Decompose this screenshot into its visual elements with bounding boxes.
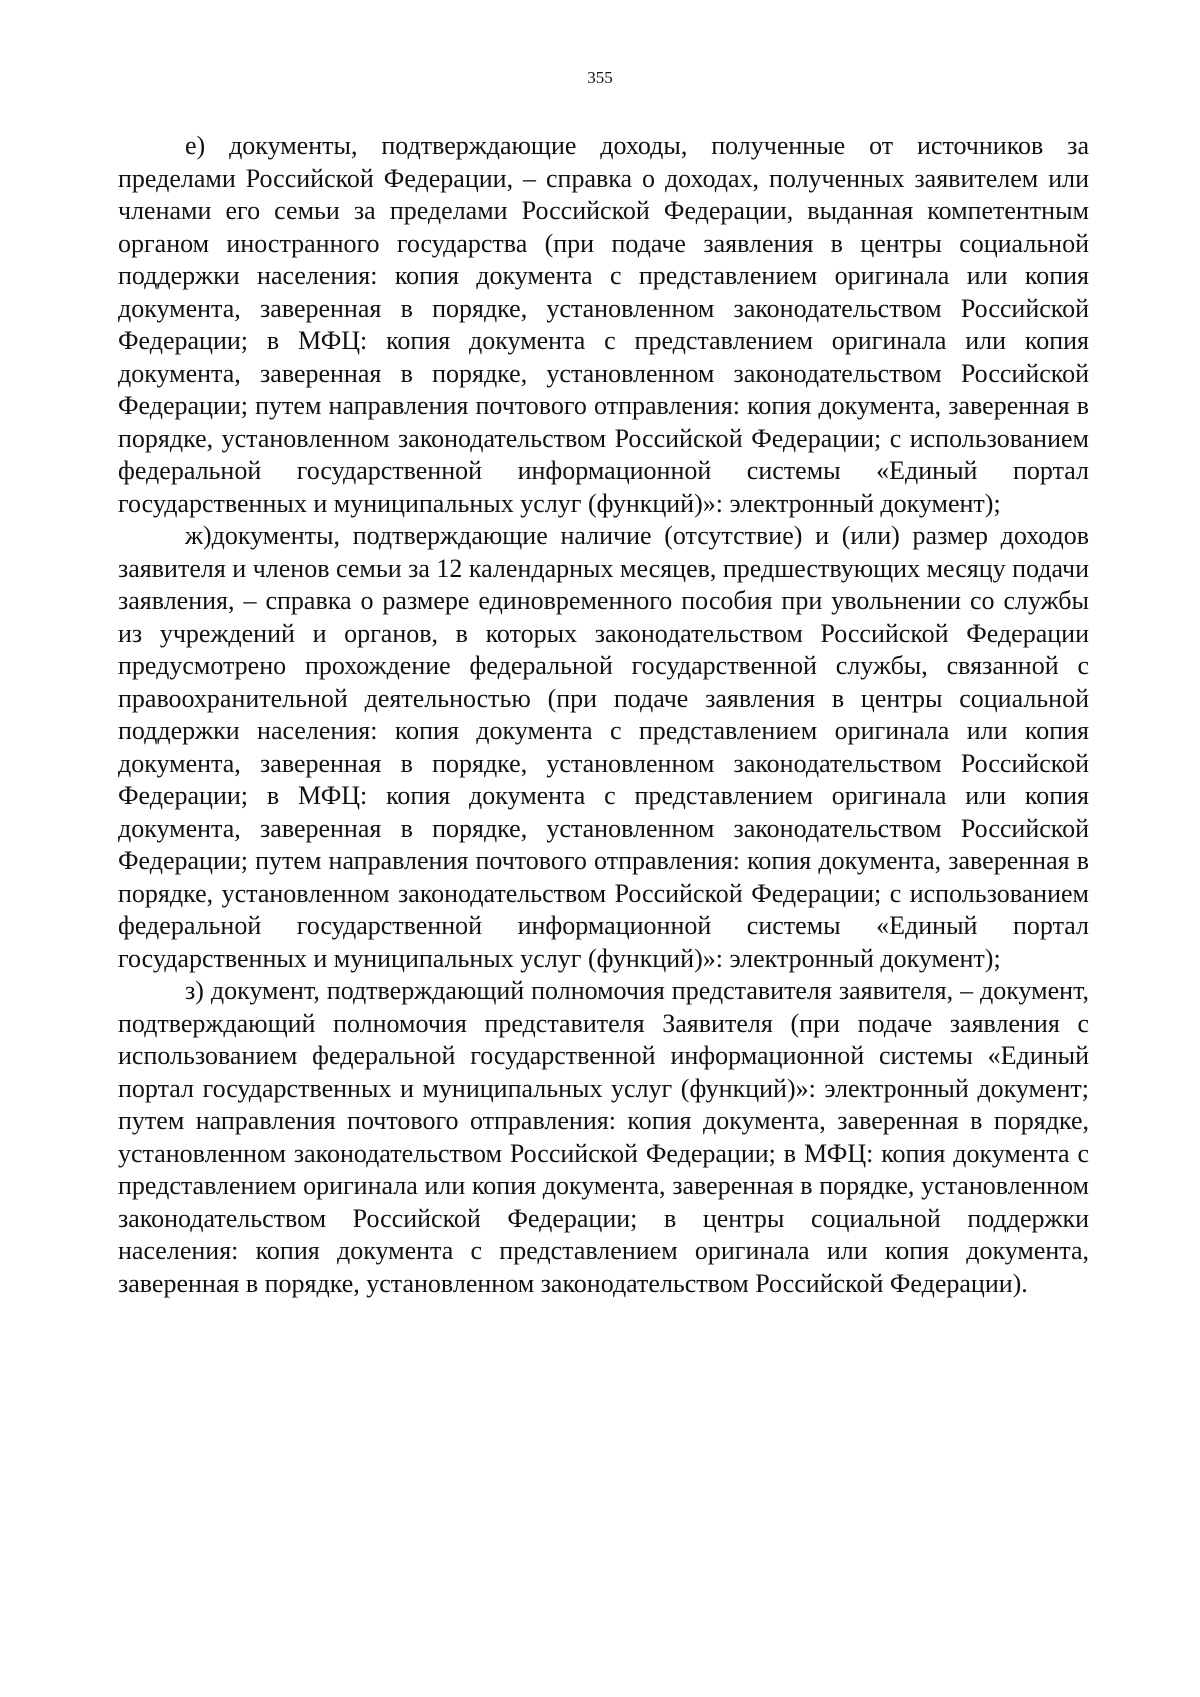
page-number: 355 (587, 68, 613, 87)
paragraph-e: е) документы, подтверждающие доходы, полученные от источников за пределами Российской Федерации, – справка о доходах, полученных заявителем или членами его семьи за пределами Российской Федерации, выданная компетентным органом иностранного государства (при подаче заявления в центры социальной поддержки населения: копия документа с представлением оригинала или копия документа, заверенная в порядке, установленном законодательством Российской Федерации; в МФЦ: копия документа с представлением оригинала или копия документа, заверенная в порядке, установленном законодательством Российской Федерации; путем направления почтового отправления: копия документа, заверенная в порядке, установленном законодательством Российской Федерации; с использованием федеральной государственной информационной системы «Единый портал государственных и муниципальных услуг (функций)»: электронный документ); (118, 131, 1089, 518)
paragraph-z: з) документ, подтверждающий полномочия представителя заявителя, – документ, подтверждающий полномочия представителя Заявителя (при подаче заявления с использованием федеральной государственной информационной системы «Единый портал государственных и муниципальных услуг (функций)»: электронный документ; путем направления почтового отправления: копия документа, заверенная в порядке, установленном законодательством Российской Федерации; в МФЦ: копия документа с представлением оригинала или копия документа, заверенная в порядке, установленном законодательством Российской Федерации; в центры социальной поддержки населения: копия документа с представлением оригинала или копия документа, заверенная в порядке, установленном законодательством Российской Федерации). (118, 976, 1089, 1298)
paragraph-zh: ж)документы, подтверждающие наличие (отсутствие) и (или) размер доходов заявителя и членов семьи за 12 календарных месяцев, предшествующих месяцу подачи заявления, – справка о размере единовременного пособия при увольнении со службы из учреждений и органов, в которых законодательством Российской Федерации предусмотрено прохождение федеральной государственной службы, связанной с правоохранительной деятельностью (при подаче заявления в центры социальной поддержки населения: копия документа с представлением оригинала или копия документа, заверенная в порядке, установленном законодательством Российской Федерации; в МФЦ: копия документа с представлением оригинала или копия документа, заверенная в порядке, установленном законодательством Российской Федерации; путем направления почтового отправления: копия документа, заверенная в порядке, установленном законодательством Российской Федерации; с использованием федеральной государственной информационной системы «Единый портал государственных и муниципальных услуг (функций)»: электронный документ); (118, 521, 1090, 973)
document-body (118, 130, 1089, 1300)
